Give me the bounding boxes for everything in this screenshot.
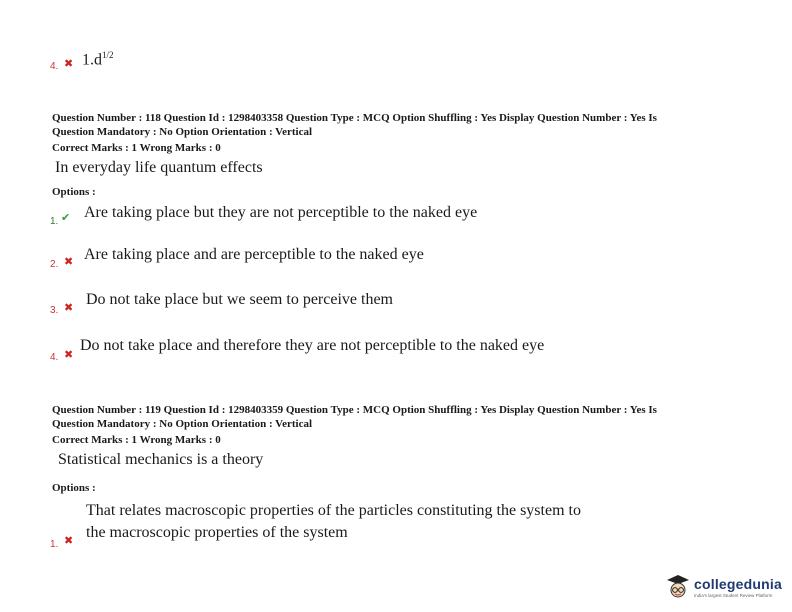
option-text: Do not take place but we seem to perceive them xyxy=(86,291,393,308)
option-number: 4. xyxy=(50,352,59,363)
question-118-text: In everyday life quantum effects xyxy=(55,159,263,176)
correct-check-icon: ✔ xyxy=(61,211,71,224)
wrong-mark-icon: ✖ xyxy=(64,57,74,70)
wrong-mark-icon: ✖ xyxy=(64,301,74,314)
mascot-icon xyxy=(665,572,691,602)
options-label: Options : xyxy=(52,186,96,198)
question-119-meta xyxy=(52,403,752,431)
meta-line: Question Number : 119 Question Id : 1298403359 Question Type : MCQ Option Shuffling : Yes Display Question Number : Yes Is xyxy=(52,404,657,416)
wrong-mark-icon: ✖ xyxy=(64,348,74,361)
option-text-main: 1.d xyxy=(82,51,102,69)
meta-line: Question Mandatory : No Option Orientation : Vertical xyxy=(52,126,313,138)
option-text-line: the macroscopic properties of the system xyxy=(86,524,348,541)
wrong-mark-icon: ✖ xyxy=(64,255,74,268)
option-text xyxy=(82,50,114,69)
question-118-meta xyxy=(52,111,752,139)
option-text: Are taking place but they are not perceptible to the naked eye xyxy=(84,204,478,221)
question-119-marks: Correct Marks : 1 Wrong Marks : 0 xyxy=(52,434,221,446)
option-text: Do not take place and therefore they are not perceptible to the naked eye xyxy=(80,337,545,354)
logo-name: collegedunia xyxy=(694,576,782,592)
option-text: Are taking place and are perceptible to the naked eye xyxy=(84,246,424,263)
wrong-mark-icon: ✖ xyxy=(64,534,74,547)
meta-line: Question Mandatory : No Option Orientation : Vertical xyxy=(52,418,313,430)
option-text xyxy=(86,500,581,544)
logo-tagline: India's largest Student Review Platform xyxy=(694,593,773,598)
option-text-sup: 1/2 xyxy=(102,50,114,60)
question-119-text: Statistical mechanics is a theory xyxy=(58,451,264,468)
option-number: 1. xyxy=(50,216,59,227)
collegedunia-logo xyxy=(665,572,782,602)
question-118-marks: Correct Marks : 1 Wrong Marks : 0 xyxy=(52,142,221,154)
option-text-line: That relates macroscopic properties of the particles constituting the system to xyxy=(86,502,581,519)
options-label: Options : xyxy=(52,482,96,494)
meta-line: Question Number : 118 Question Id : 1298403358 Question Type : MCQ Option Shuffling : Yes Display Question Number : Yes Is xyxy=(52,112,657,124)
option-number: 1. xyxy=(50,539,59,550)
option-number: 4. xyxy=(50,61,59,72)
option-number: 3. xyxy=(50,305,59,316)
option-number: 2. xyxy=(50,259,59,270)
